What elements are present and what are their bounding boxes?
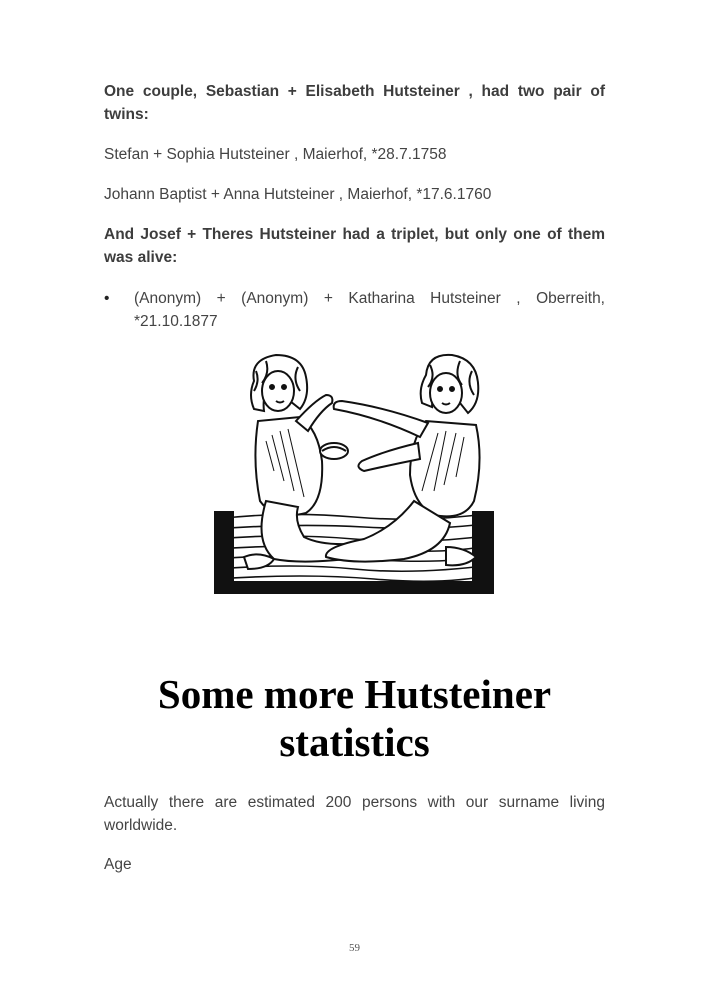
bullet-icon: •: [104, 290, 110, 307]
statistics-paragraph: Actually there are estimated 200 persons with our surname living worldwide.: [104, 794, 605, 834]
triplet-list-item: [104, 287, 605, 333]
conjoined-twins-woodcut-icon: [214, 351, 494, 594]
triplet-entry: (Anonym) + (Anonym) + Katharina Hutsteiner , Oberreith, *21.10.1877: [134, 290, 605, 330]
twins-pair-2: Johann Baptist + Anna Hutsteiner , Maierhof, *17.6.1760: [104, 186, 492, 203]
triplet-intro-paragraph: And Josef + Theres Hutsteiner had a triplet, but only one of them was alive:: [104, 226, 605, 266]
twins-pair-1: Stefan + Sophia Hutsteiner , Maierhof, *28.7.1758: [104, 146, 447, 163]
age-label: Age: [104, 856, 132, 873]
twins-intro-paragraph: One couple, Sebastian + Elisabeth Hutsteiner , had two pair of twins:: [104, 83, 605, 123]
page-number: 59: [349, 942, 360, 954]
section-heading: Some more Hutsteiner statistics: [157, 671, 552, 765]
